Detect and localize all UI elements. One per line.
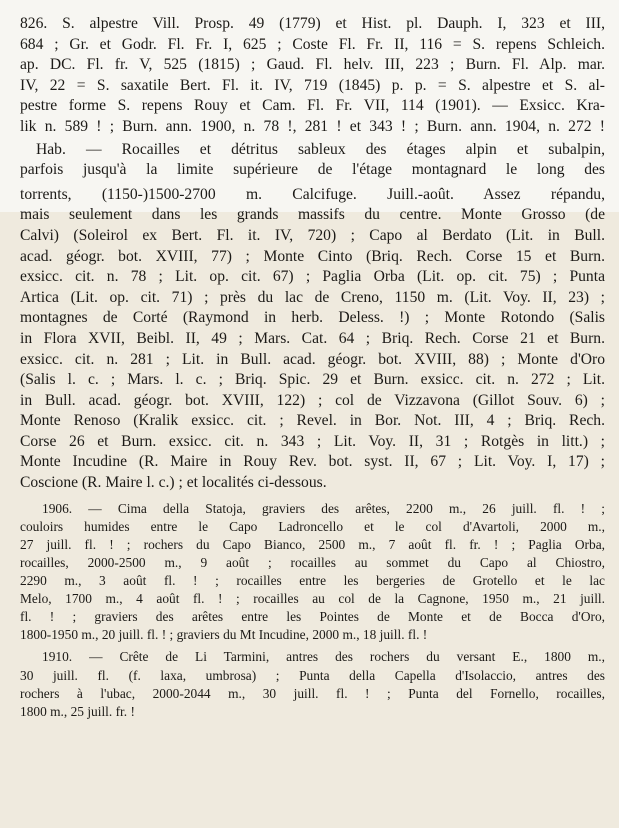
species-entry bbox=[20, 14, 605, 494]
observations-1906 bbox=[20, 500, 605, 645]
entry-line: IV, 22 = S. saxatile Bert. Fl. it. IV, 719 (1845) p. p. = S. alpestre et S. al- bbox=[20, 76, 605, 94]
habitat-line: Monte Incudine (R. Maire in Rouy Rev. bot. syst. II, 67 ; Lit. Voy. I, 17) ; bbox=[20, 453, 605, 471]
observations-1910 bbox=[20, 648, 605, 720]
observation-line: rochers à l'ubac, 2000-2044 m., 30 juill. fl. ! ; Punta del Fornello, rocailles, bbox=[20, 685, 605, 701]
habitat-line: acad. géogr. bot. XVIII, 77) ; Monte Cinto (Briq. Rech. Corse 15 et Burn. bbox=[20, 247, 605, 265]
habitat-line: (Salis l. c. ; Mars. l. c. ; Briq. Spic. 29 et Burn. exsicc. cit. n. 272 ; Lit. bbox=[20, 371, 605, 389]
entry-line: 684 ; Gr. et Godr. Fl. Fr. I, 625 ; Coste Fl. Fr. II, 116 = S. repens Schleich. bbox=[20, 35, 605, 53]
habitat-paragraph bbox=[20, 140, 605, 494]
entry-line: ap. DC. Fl. fr. V, 525 (1815) ; Gaud. Fl. helv. III, 223 ; Burn. Fl. Alp. mar. bbox=[20, 56, 605, 74]
observation-line: couloirs humides entre le Capo Ladroncello et le col d'Avartoli, 2000 m., bbox=[20, 518, 605, 534]
habitat-line: torrents, (1150-)1500-2700 m. Calcifuge. Juill.-août. Assez répandu, bbox=[20, 185, 605, 203]
observation-line: 27 juill. fl. ! ; rochers du Capo Bianco, 2500 m., 7 août fl. fr. ! ; Paglia Orba, bbox=[20, 536, 605, 552]
habitat-line: Monte Renoso (Kralik exsicc. cit. ; Revel. in Bor. Not. III, 4 ; Briq. Rech. bbox=[20, 412, 605, 430]
habitat-line: montagnes de Corté (Raymond in herb. Deless. !) ; Monte Rotondo (Salis bbox=[20, 309, 605, 327]
habitat-line: in Bull. acad. géogr. bot. XVIII, 122) ; col de Vizzavona (Gillot Souv. 6) ; bbox=[20, 391, 605, 409]
observation-line: rocailles, 2000-2500 m., 9 août ; rocailles au sommet du Capo al Chiostro, bbox=[20, 554, 605, 570]
entry-line: 826. S. alpestre Vill. Prosp. 49 (1779) et Hist. pl. Dauph. I, 323 et III, bbox=[20, 15, 605, 32]
habitat-line: Coscione (R. Maire l. c.) ; et localités ci-dessous. bbox=[20, 474, 327, 492]
habitat-line: mais seulement dans les grands massifs du centre. Monte Grosso (de bbox=[20, 206, 605, 224]
observation-line: fl. ! ; graviers des arêtes entre les Pointes de Monte et de Bocca d'Oro, bbox=[20, 609, 605, 625]
habitat-line: Corse 26 et Burn. exsicc. cit. n. 343 ; Lit. Voy. II, 31 ; Rotgès in litt.) ; bbox=[20, 432, 605, 450]
habitat-line: exsicc. cit. n. 78 ; Lit. op. cit. 67) ; Paglia Orba (Lit. op. cit. 75) ; Punta bbox=[20, 268, 605, 286]
observations bbox=[20, 500, 605, 721]
habitat-line: Calvi) (Soleirol ex Bert. Fl. it. IV, 720) ; Capo al Berdato (Lit. in Bull. bbox=[20, 226, 605, 244]
observation-line: 30 juill. fl. (f. laxa, umbrosa) ; Punta della Capella d'Isolaccio, antres des bbox=[20, 667, 605, 683]
observation-line: 2290 m., 3 août fl. ! ; rocailles entre les bergeries de Grotello et le lac bbox=[20, 573, 605, 589]
habitat-line: parfois jusqu'à la limite supérieure de l'étage montagnard le long des bbox=[20, 161, 605, 179]
observation-line: 1800 m., 25 juill. fr. ! bbox=[20, 703, 135, 719]
observation-line: Melo, 1700 m., 4 août fl. ! ; rocailles au col de la Cagnone, 1950 m., 21 juill. bbox=[20, 591, 605, 607]
habitat-line: Artica (Lit. op. cit. 71) ; près du lac de Creno, 1150 m. (Lit. Voy. II, 23) ; bbox=[20, 288, 605, 306]
habitat-line: Hab. — Rocailles et détritus sableux des étages alpin et subalpin, bbox=[36, 140, 605, 158]
habitat-line: in Flora XVII, Beibl. II, 49 ; Mars. Cat. 64 ; Briq. Rech. Corse 21 et Burn. bbox=[20, 329, 605, 347]
observation-line: 1906. — Cima della Statoja, graviers des arêtes, 2200 m., 26 juill. fl. ! ; bbox=[42, 500, 605, 516]
habitat-line: exsicc. cit. n. 281 ; Lit. in Bull. acad. géogr. bot. XVIII, 88) ; Monte d'Oro bbox=[20, 350, 605, 368]
entry-line: lik n. 589 ! ; Burn. ann. 1900, n. 78 !, 281 ! et 343 ! ; Burn. ann. 1904, n. 272 ! bbox=[20, 117, 605, 135]
entry-line: pestre forme S. repens Rouy et Cam. Fl. Fr. VII, 114 (1901). — Exsicc. Kra- bbox=[20, 97, 605, 115]
observation-line: 1800-1950 m., 20 juill. fl. ! ; graviers du Mt Incudine, 2000 m., 18 juill. fl. ! bbox=[20, 627, 428, 643]
observation-line: 1910. — Crête de Li Tarmini, antres des rochers du versant E., 1800 m., bbox=[42, 649, 605, 665]
